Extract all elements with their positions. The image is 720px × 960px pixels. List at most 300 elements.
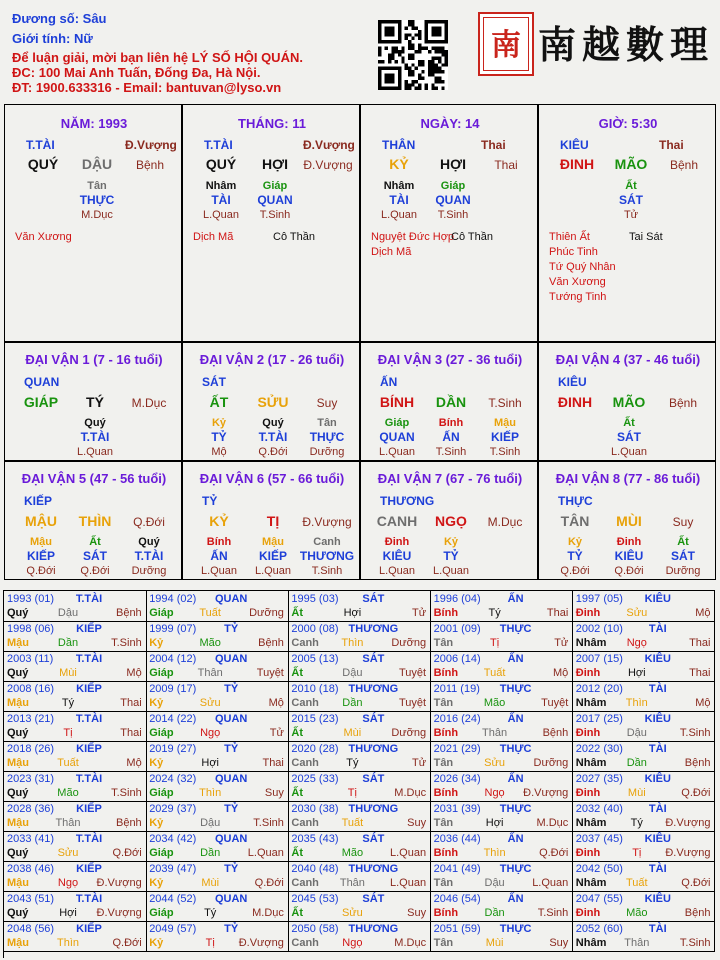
year-stem: Kỷ: [149, 637, 164, 649]
year-phase: T.Sinh: [111, 637, 142, 649]
year-branch: Dần: [342, 697, 363, 709]
year-cell[interactable]: [288, 651, 431, 682]
year-label: 2003 (11): [7, 653, 54, 665]
year-stem: Quý: [7, 667, 29, 679]
year-cell[interactable]: [146, 801, 289, 832]
year-cell[interactable]: [431, 831, 574, 862]
year-cell[interactable]: [146, 921, 289, 952]
dai-van-branch: MÃO: [612, 394, 646, 410]
year-stem: Bính: [433, 727, 459, 739]
year-branch: Dậu: [626, 727, 647, 739]
year-god: THỰC: [499, 803, 532, 815]
year-cell[interactable]: [288, 771, 431, 802]
dai-van-phase: T.Sinh: [488, 396, 522, 410]
dai-van-stem: KỶ: [209, 513, 229, 529]
year-phase: Đ.Vượng: [665, 847, 711, 859]
year-phase: Dưỡng: [249, 607, 284, 619]
year-cell[interactable]: [431, 621, 574, 652]
year-label: 2047 (55): [575, 893, 623, 905]
year-label: 2025 (33): [291, 773, 339, 785]
year-cell[interactable]: [4, 801, 147, 832]
year-cell[interactable]: [4, 621, 147, 652]
pillar-stem-god: KIÊU: [560, 138, 589, 152]
year-label: 2049 (57): [149, 923, 197, 935]
year-label: 2002 (10): [575, 623, 623, 635]
year-cell[interactable]: [288, 801, 431, 832]
year-phase: L.Quan: [389, 847, 427, 859]
year-cell[interactable]: [146, 831, 289, 862]
year-branch: Hợi: [201, 757, 219, 769]
hidden-phase: L.Quan: [202, 209, 240, 221]
year-label: 2015 (23): [291, 713, 339, 725]
year-phase: Đ.Vượng: [96, 877, 142, 889]
year-cell[interactable]: [573, 711, 716, 742]
year-phase: Dưỡng: [391, 637, 427, 649]
hidden-phase: L.Quan: [76, 446, 114, 458]
qr-code-icon[interactable]: [378, 20, 448, 90]
year-stem: Nhâm: [575, 937, 607, 949]
year-cell[interactable]: [4, 771, 147, 802]
year-god: ẤN: [507, 833, 524, 845]
year-cell[interactable]: [288, 711, 431, 742]
seal-logo: [478, 12, 534, 76]
year-branch: Thìn: [625, 697, 648, 709]
hidden-god: T.TÀI: [80, 430, 110, 444]
hidden-god: QUAN: [435, 193, 471, 207]
hidden-god: KIÊU: [614, 549, 644, 563]
year-cell[interactable]: [288, 891, 431, 922]
year-label: 2005 (13): [291, 653, 339, 665]
year-cell[interactable]: [431, 711, 574, 742]
hidden-god: SÁT: [671, 549, 695, 563]
seal-text: 南: [483, 17, 529, 71]
year-label: 2016 (24): [433, 713, 481, 725]
hidden-phase: T.Sinh: [311, 565, 343, 577]
year-cell[interactable]: [431, 741, 574, 772]
year-phase: Tử: [554, 637, 569, 649]
year-god: ẤN: [507, 893, 524, 905]
year-cell[interactable]: [146, 861, 289, 892]
pillar-stem: QUÝ: [205, 156, 237, 172]
year-god: ẤN: [507, 713, 524, 725]
year-cell[interactable]: [288, 741, 431, 772]
dai-van-stem: TÂN: [560, 513, 590, 529]
year-phase: Q.Đới: [681, 877, 711, 889]
year-stem: Canh: [291, 817, 319, 829]
year-label: 2017 (25): [575, 713, 623, 725]
year-label: 2034 (42): [149, 833, 197, 845]
year-phase: Tuyệt: [256, 667, 284, 679]
year-stem: Giáp: [149, 667, 174, 679]
phone-email[interactable]: ĐT: 1900.633316 - Email: bantuvan@lyso.vn: [12, 80, 282, 95]
year-phase: M.Dục: [252, 907, 284, 919]
year-branch: Tuất: [625, 877, 648, 889]
year-phase: Thai: [120, 727, 142, 739]
dai-van-branch: TÝ: [86, 394, 104, 410]
year-label: 2012 (20): [575, 683, 623, 695]
dai-van-branch: TỊ: [266, 513, 280, 529]
dai-van-phase: M.Dục: [487, 515, 523, 529]
year-cell[interactable]: [4, 861, 147, 892]
hidden-stem: Nhâm: [205, 180, 237, 192]
year-cell[interactable]: [431, 861, 574, 892]
year-cell[interactable]: [4, 651, 147, 682]
year-label: 2050 (58): [291, 923, 339, 935]
year-label: 2048 (56): [7, 923, 55, 935]
pillar-stem: QUÝ: [27, 156, 59, 172]
year-cell[interactable]: [573, 621, 716, 652]
year-cell[interactable]: [431, 681, 574, 712]
year-cell[interactable]: [146, 621, 289, 652]
year-branch: Thân: [339, 877, 365, 889]
hidden-phase: Q.Đới: [614, 565, 644, 577]
year-cell[interactable]: [573, 801, 716, 832]
pillar-title: GIỜ: 5:30: [598, 116, 658, 131]
hidden-phase: L.Quan: [380, 209, 418, 221]
dai-van-branch: MÙI: [616, 513, 642, 529]
year-stem: Tân: [433, 817, 454, 829]
year-god: SÁT: [362, 893, 385, 905]
year-label: 1999 (07): [149, 623, 197, 635]
year-phase: Mộ: [695, 697, 711, 709]
year-stem: Giáp: [149, 787, 174, 799]
year-stem: Mậu: [7, 637, 29, 649]
hidden-phase: Q.Đới: [80, 565, 110, 577]
year-cell[interactable]: [4, 711, 147, 742]
hidden-god: TỶ: [443, 549, 459, 563]
year-branch: Tị: [63, 727, 73, 739]
hidden-stem: Kỷ: [443, 536, 459, 548]
year-god: KIÊU: [644, 773, 671, 785]
annual-grid: [3, 590, 715, 958]
year-cell[interactable]: [288, 621, 431, 652]
year-cell[interactable]: [573, 741, 716, 772]
year-stem: Mậu: [7, 937, 29, 949]
year-label: 2051 (59): [433, 923, 481, 935]
year-cell[interactable]: [288, 861, 431, 892]
hidden-phase: Q.Đới: [26, 565, 56, 577]
year-god: TÀI: [648, 743, 667, 755]
year-phase: Tuyệt: [398, 667, 427, 679]
year-god: KIÊU: [644, 713, 671, 725]
year-god: THƯƠNG: [348, 803, 399, 815]
year-god: T.TÀI: [75, 833, 103, 845]
year-stem: Đinh: [575, 907, 601, 919]
hidden-god: TỶ: [567, 549, 583, 563]
hidden-stem: Mậu: [494, 417, 516, 429]
pillar-branch: DẬU: [81, 156, 113, 172]
year-cell[interactable]: [573, 681, 716, 712]
year-branch: Ngọ: [57, 877, 79, 889]
year-god: KIÊU: [644, 833, 671, 845]
year-stem: Tân: [433, 937, 454, 949]
year-phase: M.Dục: [536, 817, 569, 829]
pillar-title: NĂM: 1993: [60, 116, 128, 131]
year-branch: Mão: [483, 697, 506, 709]
hidden-phase: Q.Đới: [258, 446, 288, 458]
year-phase: Mộ: [695, 607, 711, 619]
year-stem: Quý: [7, 727, 29, 739]
year-label: 2022 (30): [575, 743, 623, 755]
dai-van-6[interactable]: [182, 461, 360, 580]
year-branch: Mùi: [59, 667, 77, 679]
pillar-branch: MÃO: [614, 156, 648, 172]
hidden-phase: Mộ: [211, 446, 227, 458]
pillar-branch-phase: Bệnh: [669, 158, 699, 172]
year-cell[interactable]: [431, 801, 574, 832]
hidden-stem: Đinh: [616, 536, 642, 548]
year-stem: Giáp: [149, 727, 174, 739]
year-branch: Dậu: [484, 877, 505, 889]
hidden-stem: Giáp: [440, 180, 466, 192]
dai-van-4[interactable]: [538, 342, 716, 461]
dai-van-title: ĐẠI VẬN 5 (47 - 56 tuổi): [21, 471, 167, 486]
year-phase: Mộ: [553, 667, 569, 679]
year-cell[interactable]: [146, 891, 289, 922]
year-god: T.TÀI: [75, 713, 103, 725]
year-label: 2021 (29): [433, 743, 481, 755]
dai-van-title: ĐẠI VẬN 4 (37 - 46 tuổi): [555, 352, 701, 367]
pillar-branch: HỢI: [440, 156, 466, 172]
year-phase: Thai: [262, 757, 284, 769]
year-branch: Tý: [630, 817, 643, 829]
hidden-god: ẤN: [210, 549, 228, 563]
dai-van-5[interactable]: [4, 461, 182, 580]
hidden-stem: Canh: [313, 536, 341, 548]
year-phase: Thai: [120, 697, 142, 709]
year-stem: Nhâm: [575, 817, 607, 829]
dai-van-2[interactable]: [182, 342, 360, 461]
year-cell[interactable]: [4, 831, 147, 862]
year-cell[interactable]: [4, 591, 147, 622]
dai-van-stem: MẬU: [25, 513, 57, 529]
year-branch: Mùi: [627, 787, 646, 799]
dai-van-god: THƯƠNG: [380, 494, 435, 508]
year-phase: Q.Đới: [539, 847, 569, 859]
year-branch: Tuất: [199, 607, 221, 619]
year-cell[interactable]: [573, 831, 716, 862]
year-cell[interactable]: [4, 681, 147, 712]
year-label: 2008 (16): [7, 683, 55, 695]
year-label: 2036 (44): [433, 833, 481, 845]
dai-van-phase: Suy: [316, 396, 338, 410]
year-cell[interactable]: [573, 651, 716, 682]
dai-van-title: ĐẠI VẬN 6 (57 - 66 tuổi): [199, 471, 345, 486]
year-stem: Nhâm: [575, 637, 607, 649]
year-cell[interactable]: [431, 591, 574, 622]
year-cell[interactable]: [573, 891, 716, 922]
year-stem: Nhâm: [575, 757, 607, 769]
year-cell[interactable]: [4, 921, 147, 952]
year-label: 2033 (41): [7, 833, 55, 845]
year-branch: Mùi: [343, 727, 362, 739]
year-phase: Tử: [411, 607, 427, 619]
year-label: 2043 (51): [7, 893, 55, 905]
year-phase: Bệnh: [115, 607, 142, 619]
year-stem: Mậu: [7, 817, 29, 829]
year-cell[interactable]: [146, 741, 289, 772]
dai-van-7[interactable]: [360, 461, 538, 580]
year-branch: Tị: [490, 637, 500, 649]
hidden-phase: L.Quan: [432, 565, 470, 577]
year-stem: Đinh: [575, 727, 601, 739]
year-god: T.TÀI: [75, 773, 103, 785]
year-phase: T.Sinh: [679, 937, 711, 949]
year-cell[interactable]: [573, 861, 716, 892]
year-cell[interactable]: [431, 921, 574, 952]
year-cell[interactable]: [573, 771, 716, 802]
year-branch: Tý: [61, 697, 75, 709]
year-god: KIÊU: [644, 893, 671, 905]
hidden-god: T.TÀI: [258, 430, 288, 444]
year-stem: Canh: [291, 937, 319, 949]
year-label: 2018 (26): [7, 743, 55, 755]
year-branch: Hợi: [343, 607, 362, 619]
year-branch: Thìn: [56, 937, 79, 949]
hidden-god: QUAN: [379, 430, 415, 444]
year-phase: Đ.Vượng: [665, 817, 711, 829]
year-branch: Sửu: [484, 757, 505, 769]
dai-van-title: ĐẠI VẬN 1 (7 - 16 tuổi): [25, 352, 163, 367]
hidden-god: THƯƠNG: [299, 549, 355, 563]
hidden-god: ẤN: [442, 430, 460, 444]
year-god: QUAN: [214, 833, 248, 845]
year-god: T.TÀI: [75, 593, 103, 605]
dai-van-1[interactable]: [4, 342, 182, 461]
year-label: 2035 (43): [291, 833, 339, 845]
year-god: THỰC: [499, 623, 532, 635]
pillar-stem-phase: Thai: [481, 138, 506, 152]
hidden-god: TỶ: [211, 430, 227, 444]
year-phase: Q.Đới: [112, 937, 142, 949]
dai-van-stem: GIÁP: [23, 394, 59, 410]
year-cell[interactable]: [146, 681, 289, 712]
year-god: TÀI: [648, 623, 667, 635]
year-god: TỶ: [224, 863, 239, 875]
year-phase: Tử: [269, 727, 284, 739]
year-god: QUAN: [214, 593, 248, 605]
dai-van-stem: ĐINH: [557, 394, 593, 410]
year-label: 2032 (40): [575, 803, 623, 815]
year-cell[interactable]: [146, 591, 289, 622]
year-label: 2013 (21): [7, 713, 55, 725]
year-god: TỶ: [224, 683, 239, 695]
hidden-stem: Ất: [89, 536, 101, 548]
year-branch: Ngọ: [484, 787, 505, 799]
year-phase: T.Sinh: [111, 787, 142, 799]
year-branch: Tị: [205, 937, 215, 949]
dai-van-8[interactable]: [538, 461, 716, 580]
year-label: 2019 (27): [149, 743, 197, 755]
hidden-god: TÀI: [389, 193, 409, 207]
year-branch: Mão: [57, 787, 79, 799]
hidden-phase: L.Quan: [378, 565, 416, 577]
hidden-god: SÁT: [83, 549, 107, 563]
year-cell[interactable]: [431, 891, 574, 922]
brand-title: 南越數理: [538, 22, 715, 67]
hidden-stem: Quý: [84, 417, 106, 429]
year-branch: Dậu: [57, 607, 79, 619]
hidden-stem: Kỷ: [211, 417, 227, 429]
year-god: THỰC: [499, 863, 532, 875]
year-cell[interactable]: [288, 591, 431, 622]
pillar-branch: HỢI: [262, 156, 288, 172]
year-cell[interactable]: [146, 711, 289, 742]
year-phase: Bệnh: [258, 637, 284, 649]
hidden-god: TÀI: [211, 193, 231, 207]
dai-van-title: ĐẠI VẬN 7 (67 - 76 tuổi): [377, 471, 523, 486]
year-branch: Dần: [57, 637, 79, 649]
year-god: QUAN: [214, 893, 248, 905]
year-phase: M.Dục: [394, 937, 427, 949]
pillar-3: [360, 104, 538, 342]
year-stem: Canh: [291, 697, 319, 709]
hidden-god: KIẾP: [490, 430, 519, 444]
contact-note: Để luận giải, mời bạn liên hệ LÝ SỐ HỘI QUÁN.: [12, 50, 303, 65]
year-god: KIÊU: [644, 593, 671, 605]
dai-van-3[interactable]: [360, 342, 538, 461]
year-cell[interactable]: [288, 681, 431, 712]
hidden-god: KIÊU: [382, 549, 412, 563]
year-phase: Thai: [546, 607, 569, 619]
year-stem: Quý: [7, 847, 29, 859]
year-cell[interactable]: [4, 741, 147, 772]
year-label: 2046 (54): [433, 893, 481, 905]
year-god: THỰC: [499, 683, 532, 695]
year-cell[interactable]: [146, 651, 289, 682]
year-stem: Giáp: [149, 607, 174, 619]
year-label: 2052 (60): [575, 923, 623, 935]
year-stem: Kỷ: [149, 877, 164, 889]
year-phase: Mộ: [126, 667, 142, 679]
year-cell[interactable]: [4, 891, 147, 922]
year-phase: Bệnh: [684, 907, 711, 919]
year-label: 1994 (02): [149, 593, 197, 605]
year-cell[interactable]: [146, 771, 289, 802]
star-name: Văn Xương: [15, 231, 72, 243]
dai-van-god: TỶ: [202, 494, 218, 508]
year-cell[interactable]: [573, 921, 716, 952]
year-branch: Mão: [626, 907, 648, 919]
year-god: THƯƠNG: [348, 743, 399, 755]
year-label: 2007 (15): [575, 653, 623, 665]
year-stem: Đinh: [575, 667, 601, 679]
pillar-stem: KỶ: [389, 156, 409, 172]
hidden-stem: Nhâm: [383, 180, 415, 192]
star-name: Cô Thần: [273, 231, 315, 243]
dai-van-title: ĐẠI VẬN 8 (77 - 86 tuổi): [555, 471, 701, 486]
year-label: 2041 (49): [433, 863, 481, 875]
gender: Giới tính: Nữ: [12, 31, 93, 46]
dai-van-phase: Đ.Vượng: [302, 515, 352, 529]
year-cell[interactable]: [288, 831, 431, 862]
year-branch: Mão: [199, 637, 221, 649]
year-label: 2006 (14): [433, 653, 481, 665]
hidden-phase: Dưỡng: [309, 446, 345, 458]
year-stem: Quý: [7, 607, 29, 619]
year-cell[interactable]: [431, 651, 574, 682]
year-cell[interactable]: [431, 771, 574, 802]
year-stem: Đinh: [575, 847, 601, 859]
year-cell[interactable]: [573, 591, 716, 622]
year-branch: Mùi: [201, 877, 220, 889]
year-label: 2004 (12): [149, 653, 197, 665]
year-phase: Bệnh: [684, 757, 711, 769]
year-cell[interactable]: [288, 921, 431, 952]
hidden-god: QUAN: [257, 193, 293, 207]
year-branch: Hợi: [627, 667, 646, 679]
dai-van-god: KIẾP: [24, 494, 53, 508]
